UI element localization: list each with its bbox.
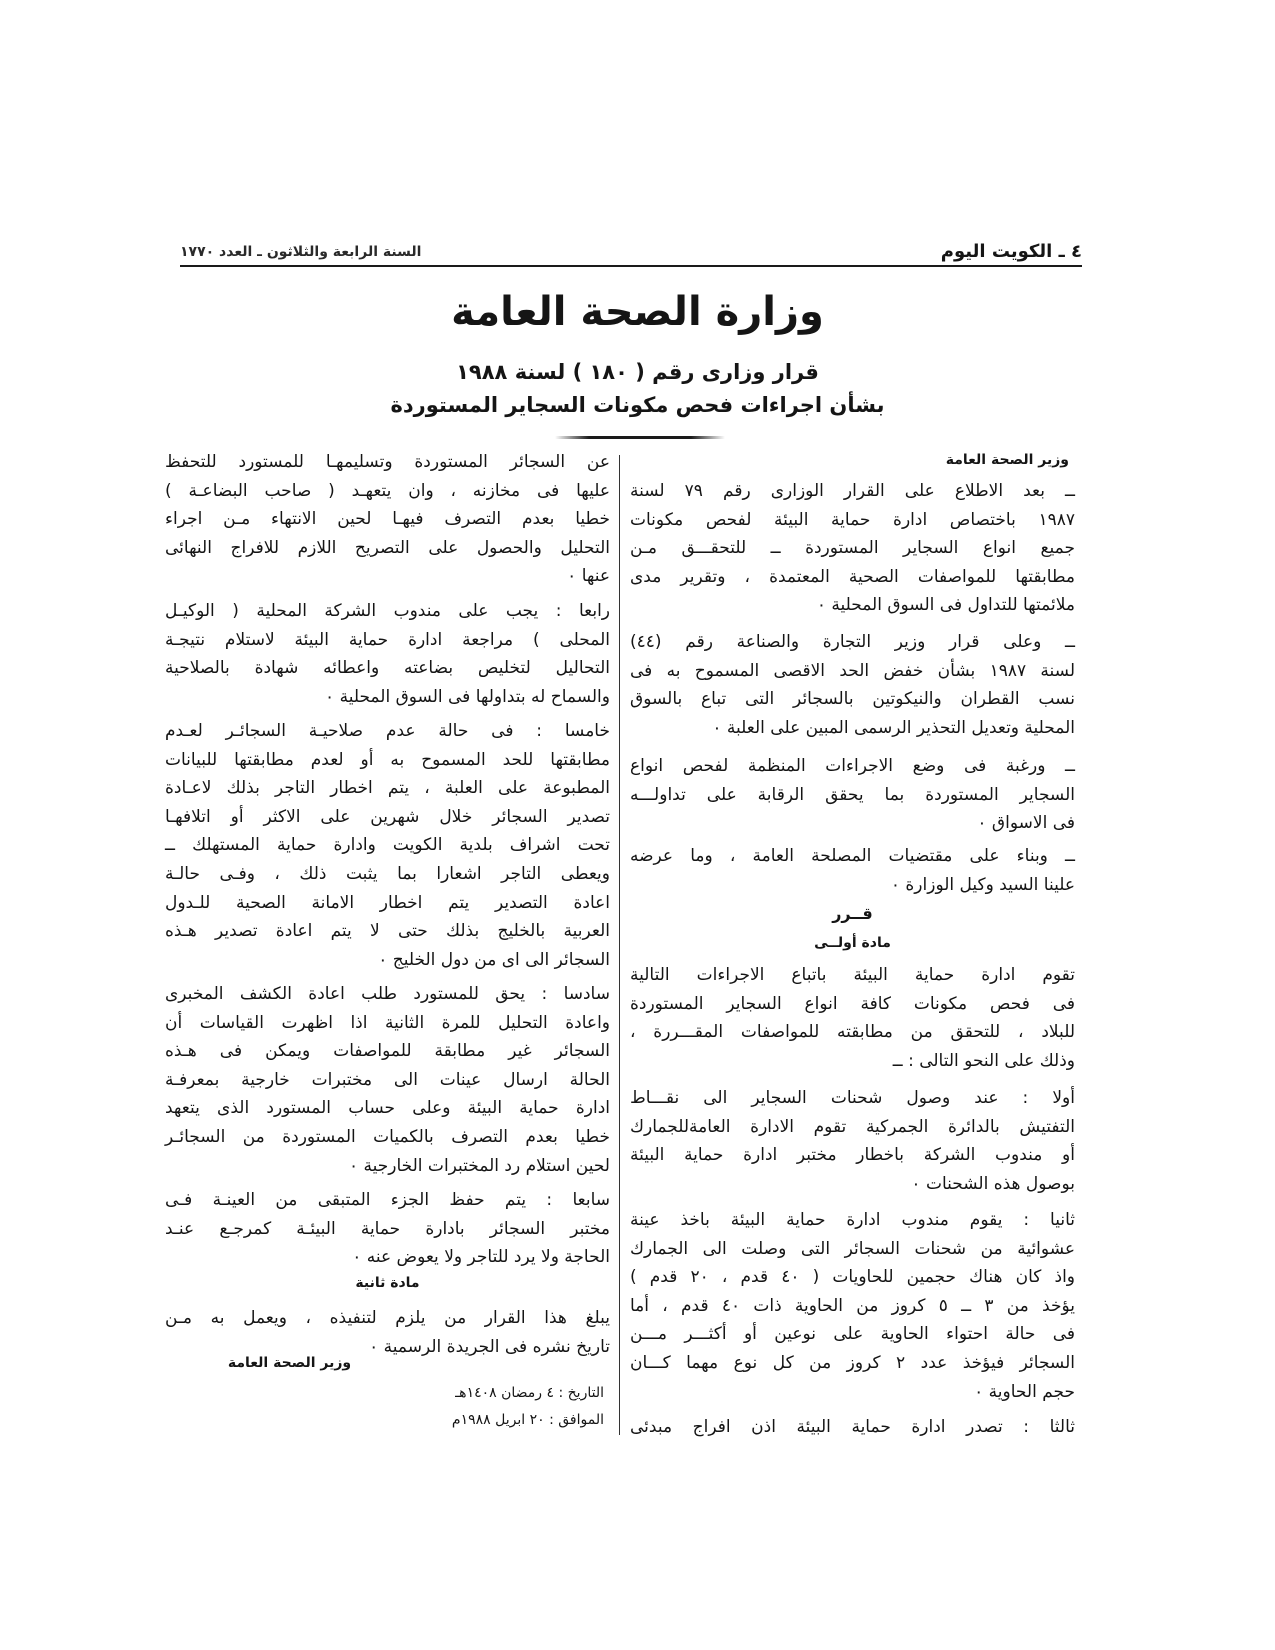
article-1-heading: مادة أولــى	[814, 935, 891, 951]
text-line: السجاير المستوردة بما يحقق الرقابة على تداولـــه	[630, 784, 1075, 805]
clause-6	[165, 980, 610, 1180]
text-line: التفتيش بالدائرة الجمركية تقوم الادارة العامةللجمارك	[630, 1116, 1075, 1137]
text-line: ويعطى التاجر اشعارا بما يثبت ذلك ، وفـى حالـة	[165, 863, 610, 884]
preamble-paragraph-1	[630, 477, 1075, 620]
clause-4	[165, 597, 610, 711]
text-line: مطابقتها للحد المسموح به أو لعدم مطابقتها للبيانات	[165, 749, 610, 770]
clause-3-start	[630, 1413, 1075, 1442]
text-line: الحاجة ولا يرد للتاجر ولا يعوض عنه ٠	[352, 1247, 610, 1268]
text-line: عنها ٠	[567, 566, 610, 587]
clause-7	[165, 1186, 610, 1272]
text-line: السجائر فيؤخذ عدد ٢ كروز من كل نوع مهما كـــان	[630, 1352, 1075, 1373]
text-line: المطبوعة على العلبة ، يتم اخطار التاجر بذلك لاعـادة	[165, 778, 610, 799]
text-line: جميع انواع السجاير المستوردة ــ للتحقـــق مـن	[630, 538, 1075, 559]
text-line: للبلاد ، للتحقق من مطابقته للمواصفات المقـــررة ،	[630, 1022, 1075, 1043]
text-line: ادارة حماية البيئة وعلى حساب المستورد الذى يتعهد	[165, 1098, 610, 1119]
text-line: ١٩٨٧ باختصاص ادارة حماية البيئة لفحص مكونات	[630, 509, 1075, 530]
preamble-paragraph-4	[630, 842, 1075, 899]
text-line: يؤخذ من ٣ ــ ٥ كروز من الحاوية ذات ٤٠ قدم ، أما	[630, 1295, 1075, 1316]
article-1-intro	[630, 961, 1075, 1075]
text-line: حجم الحاوية ٠	[974, 1381, 1075, 1402]
text-line: ــ ورغبة فى وضع الاجراءات المنظمة لفحص انواع	[630, 756, 1075, 776]
text-line: التحاليل لتخليص بضاعته واعطائه شهادة بالصلاحية	[165, 658, 610, 679]
text-line: الحالة ارسال عينات الى مختبرات خارجية بمعرفـة	[165, 1069, 610, 1090]
text-line: ثالثا : تصدر ادارة حماية البيئة اذن افراج مبدئى	[630, 1417, 1075, 1437]
column-divider	[619, 455, 620, 1435]
text-line: فى الاسواق ٠	[977, 813, 1075, 834]
text-line: خطيا بعدم التصرف فيهـا لحين الانتهاء مـن اجراء	[165, 509, 610, 530]
clause-5	[165, 717, 610, 974]
text-line: فى حالة احتواء الحاوية على نوعين أو أكثـــر مـــن	[630, 1324, 1075, 1345]
issuer-title: وزير الصحة العامة	[945, 452, 1069, 468]
text-line: واعادة التحليل للمرة الثانية اذا اظهرت القياسات أن	[165, 1012, 610, 1033]
text-line: ــ وبناء على مقتضيات المصلحة العامة ، وما عرضه	[630, 846, 1075, 866]
clause-1	[630, 1084, 1075, 1198]
text-line: السجائر غير مطابقة للمواصفات ويمكن فى هـذه	[165, 1041, 610, 1062]
text-line: يبلغ هذا القرار من يلزم لتنفيذه ، ويعمل به مـن	[165, 1308, 610, 1328]
text-line: المحلية وتعديل التحذير الرسمى المبين على العلبة ٠	[712, 717, 1075, 738]
text-line: المحلى ) مراجعة ادارة حماية البيئة لاستلام نتيجـة	[165, 629, 610, 650]
text-line: مختبر السجائر بادارة حماية البيئـة كمرجـع عنـد	[165, 1218, 610, 1239]
article-2-heading: مادة ثانية	[355, 1275, 420, 1291]
text-line: تصدير السجائر خلال شهرين على الاكثر أو اتلافهـا	[165, 806, 610, 827]
text-line: أولا : عند وصول شحنات السجاير الى نقـــاط	[630, 1088, 1075, 1108]
text-line: تحت اشراف بلدية الكويت وادارة حماية المستهلك ــ	[165, 835, 610, 856]
text-line: عن السجائر المستوردة وتسليمهـا للمستورد للتحفظ	[165, 452, 610, 472]
text-line: السجائر الى اى من دول الخليج ٠	[378, 949, 610, 970]
text-line: علينا السيد وكيل الوزارة ٠	[890, 874, 1075, 895]
text-line: نسب القطران والنيكوتين بالسجائر التى تباع بالسوق	[630, 689, 1075, 710]
clause-3-end	[165, 448, 610, 591]
text-line: خطيا بعدم التصرف بالكميات المستوردة من السجائـر	[165, 1126, 610, 1147]
text-line: فى فحص مكونات كافة انواع السجاير المستوردة	[630, 993, 1075, 1014]
text-line: لحين استلام رد المختبرات الخارجية ٠	[348, 1155, 610, 1176]
text-line: التحليل والحصول على التصريح اللازم للافراج النهائى	[165, 537, 610, 558]
text-line: سادسا : يحق للمستورد طلب اعادة الكشف المخبرى	[165, 984, 610, 1004]
text-line: واذ كان هناك حجمين للحاويات ( ٤٠ قدم ، ٢٠ قدم )	[630, 1267, 1075, 1288]
text-line: ــ وعلى قرار وزير التجارة والصناعة رقم (٤٤)	[630, 632, 1075, 652]
decided-heading: قــرر	[832, 904, 873, 923]
running-header	[180, 238, 1082, 267]
title-divider	[555, 436, 725, 439]
signature-title: وزير الصحة العامة	[227, 1355, 352, 1371]
date-hijri: التاريخ : ٤ رمضان ١٤٠٨هـ	[455, 1385, 604, 1401]
text-line: مطابقتها للمواصفات الصحية المعتمدة ، وتقرير مدى	[630, 566, 1075, 587]
text-line: والسماح له بتداولها فى السوق المحلية ٠	[325, 686, 610, 707]
text-line: لسنة ١٩٨٧ بشأن خفض الحد الاقصى المسموح به فى	[630, 660, 1075, 681]
date-gregorian: الموافق : ٢٠ ابريل ١٩٨٨م	[451, 1412, 604, 1428]
text-line: ملائمتها للتداول فى السوق المحلية ٠	[816, 595, 1075, 616]
text-line: خامسا : فى حالة عدم صلاحيـة السجائـر لعـدم	[165, 721, 610, 741]
text-line: ثانيا : يقوم مندوب ادارة حماية البيئة باخذ عينة	[630, 1210, 1075, 1230]
preamble-paragraph-3	[630, 752, 1075, 838]
text-line: العربية بالخليج بذلك حتى لا يتم اعادة تصدير هـذه	[165, 921, 610, 942]
clause-2	[630, 1206, 1075, 1406]
text-line: أو مندوب الشركة باخطار مختبر ادارة حماية البيئة	[630, 1145, 1075, 1166]
issue-label: السنة الرابعة والثلاثون ـ العدد ١٧٧٠	[180, 243, 422, 260]
left-column	[165, 440, 610, 1440]
text-line: وذلك على النحو التالى : ــ	[892, 1050, 1075, 1071]
text-line: اعادة التصدير يتم اخطار الامانة الصحية للـدول	[165, 892, 610, 913]
ministry-title: وزارة الصحة العامة	[451, 289, 824, 335]
text-line: رابعا : يجب على مندوب الشركة المحلية ( الوكيـل	[165, 601, 610, 621]
page-number-label: ٤ ـ الكويت اليوم	[940, 241, 1082, 262]
text-line: ــ بعد الاطلاع على القرار الوزارى رقم ٧٩ لسنة	[630, 481, 1076, 501]
preamble-paragraph-2	[630, 628, 1075, 742]
text-line: تقوم ادارة حماية البيئة باتباع الاجراءات التالية	[630, 965, 1075, 985]
text-line: تاريخ نشره فى الجريدة الرسمية ٠	[369, 1336, 610, 1357]
right-column	[630, 440, 1075, 1440]
decree-subject: بشأن اجراءات فحص مكونات السجاير المستوردة	[390, 393, 885, 417]
text-line: بوصول هذه الشحنات ٠	[911, 1173, 1075, 1194]
text-line: عشوائية من شحنات السجائر التى وصلت الى الجمارك	[630, 1238, 1075, 1259]
text-line: سابعا : يتم حفظ الجزء المتبقى من العينـة فـى	[165, 1190, 610, 1210]
decree-number: قرار وزارى رقم ( ١٨٠ ) لسنة ١٩٨٨	[456, 360, 819, 384]
text-line: عليها فى مخازنه ، وان يتعهـد ( صاحب البضاعـة )	[165, 480, 610, 501]
